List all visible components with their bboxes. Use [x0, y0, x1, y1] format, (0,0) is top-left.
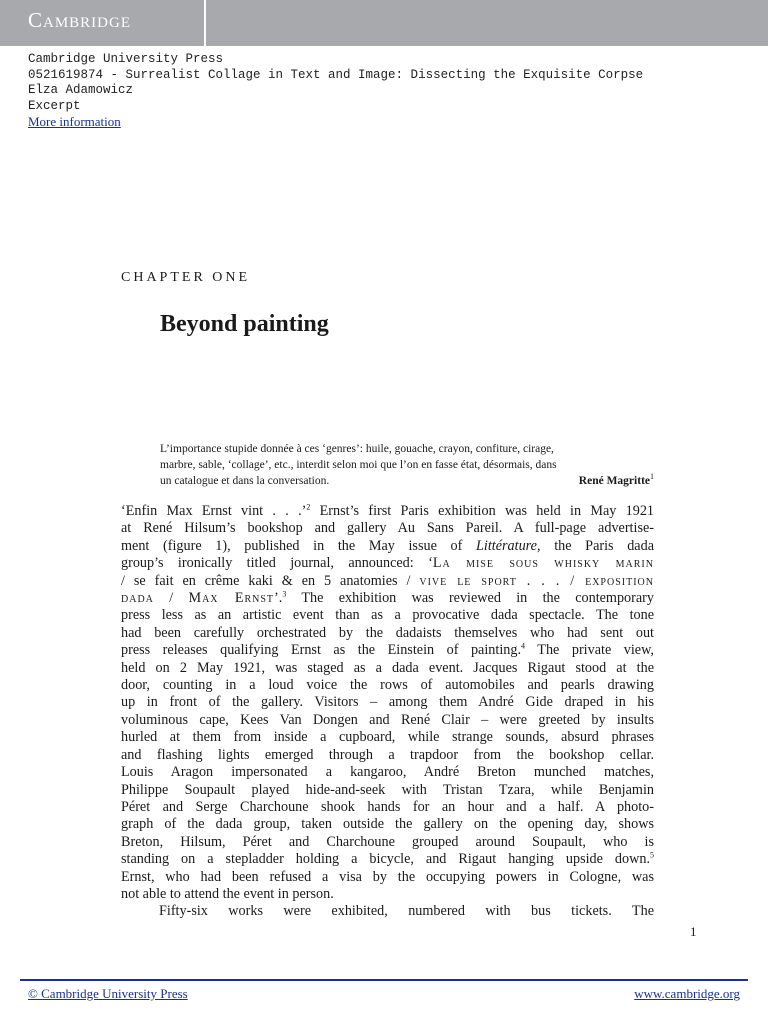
text-run: hurled at them from inside a cupboard, while strange sounds, absurd phrases	[121, 729, 654, 746]
text-run: Péret and Serge Charchoune shook hands for an hour and a half. A photo-	[121, 798, 654, 815]
chapter-label: CHAPTER ONE	[121, 270, 251, 285]
text-run: group’s ironically titled journal, announced: ‘	[121, 555, 433, 572]
attribution-name: René Magritte	[578, 475, 650, 487]
author-name: Elza Adamowicz	[28, 83, 134, 97]
footer-rule	[20, 979, 748, 981]
text-run: not able to attend the event in person.	[121, 885, 334, 902]
small-caps-text: dada	[121, 590, 154, 607]
footnote-marker: 4	[521, 641, 526, 651]
text-line	[121, 729, 654, 746]
text-run: and flashing lights emerged through a trapdoor from the bookshop cellar.	[121, 746, 654, 763]
text-line	[121, 834, 654, 851]
text-line	[121, 538, 654, 555]
text-line	[121, 660, 654, 677]
small-caps-text: La mise sous whisky marin	[432, 555, 654, 572]
epigraph	[160, 441, 654, 489]
text-line	[121, 851, 654, 868]
paragraph	[121, 503, 654, 903]
text-run: Philippe Soupault played hide-and-seek with Tristan Tzara, while Benjamin	[121, 781, 654, 798]
paragraph	[121, 903, 654, 920]
website-link[interactable]: www.cambridge.org	[634, 986, 740, 1001]
footnote-marker: 2	[306, 502, 311, 512]
text-line	[121, 607, 654, 624]
text-run: / se fait en crême kaki & en 5 anatomies /	[121, 572, 420, 589]
text-line	[121, 625, 654, 642]
excerpt-label: Excerpt	[28, 98, 81, 113]
text-run: The exhibition was reviewed in the contemporary	[286, 590, 654, 607]
chapter-body	[121, 503, 654, 921]
text-run: had been carefully orchestrated by the dadaists themselves who had sent out	[121, 624, 654, 641]
text-run: graph of the dada group, taken outside the gallery on the opening day, shows	[121, 816, 654, 833]
text-run: held on 2 May 1921, was staged as a dada event. Jacques Rigaut stood at the	[121, 659, 654, 676]
text-line	[121, 520, 654, 537]
text-line	[121, 503, 654, 520]
text-run: door, counting in a loud voice the rows of automobiles and pearls drawing	[121, 677, 654, 694]
epigraph-line: un catalogue et dans la conversation.	[160, 475, 330, 487]
more-information-link[interactable]: More information	[28, 114, 121, 129]
text-line: Fifty-six works were exhibited, numbered with bus tickets. The	[159, 903, 654, 920]
footnote-marker: 1	[650, 472, 654, 482]
footnote-marker: 3	[282, 589, 287, 599]
publisher-banner	[0, 0, 768, 46]
text-run: ment (figure 1), published in the May issue of	[121, 537, 477, 554]
text-run: standing on a stepladder holding a bicycle, and Rigaut hanging upside down.	[121, 851, 650, 868]
text-line	[121, 677, 654, 694]
text-run: at René Hilsum’s bookshop and gallery Au Sans Pareil. A full-page advertise-	[121, 520, 654, 537]
text-line	[121, 869, 654, 886]
publisher-name: Cambridge University Press	[28, 52, 224, 66]
text-run: Ernst, who had been refused a visa by the occupying powers in Cologne, was	[121, 868, 654, 885]
small-caps-text: vive le sport . . . / exposition	[419, 572, 654, 589]
isbn-title: 0521619874 - Surrealist Collage in Text and Image: Dissecting the Exquisite Corpse	[28, 67, 644, 82]
text-line	[121, 590, 654, 607]
text-run: The private view,	[525, 642, 654, 659]
text-run: press releases qualifying Ernst as the Einstein of painting.	[121, 642, 522, 659]
banner-divider	[204, 0, 206, 46]
epigraph-line: marbre, sable, ‘collage’, etc., interdit selon moi que l’on en fasse état, désormais, dans	[160, 459, 557, 471]
text-line	[121, 886, 654, 903]
cambridge-logo: Cambridge	[28, 8, 132, 32]
text-line	[121, 712, 654, 729]
epigraph-line: L’importance stupide donnée à ces ‘genres’: huile, gouache, crayon, confiture, cirage,	[160, 443, 554, 455]
text-line	[121, 799, 654, 816]
small-caps-text: Max Ernst	[188, 590, 275, 607]
text-run: Breton, Hilsum, Péret and Charchoune grouped around Soupault, who is	[121, 833, 654, 850]
text-line	[121, 555, 654, 572]
book-metadata	[28, 52, 643, 130]
text-run: Ernst’s first Paris exhibition was held in May 1921	[310, 503, 655, 519]
page-number: 1	[690, 924, 697, 939]
chapter-title: Beyond painting	[160, 311, 329, 337]
text-run: press less as an artistic event than as a provocative dada spectacle. The tone	[121, 607, 654, 624]
text-run: up in front of the gallery. Visitors – among them André Gide draped in his	[121, 694, 654, 711]
journal-title: Littérature	[476, 537, 537, 554]
text-line	[121, 782, 654, 799]
footnote-marker: 5	[650, 850, 654, 860]
copyright-link[interactable]: © Cambridge University Press	[28, 986, 188, 1001]
text-run: ‘Enfin Max Ernst vint . . .’	[121, 503, 307, 519]
text-line	[121, 816, 654, 833]
text-line	[121, 694, 654, 711]
text-line	[121, 642, 654, 659]
text-line	[121, 747, 654, 764]
text-line	[121, 764, 654, 781]
text-line	[121, 573, 654, 590]
text-run: voluminous cape, Kees Van Dongen and René Clair – were greeted by insults	[121, 711, 654, 728]
text-run: ’.	[274, 590, 283, 607]
text-run: Louis Aragon impersonated a kangaroo, André Breton munched matches,	[121, 764, 654, 781]
text-run: /	[153, 590, 189, 607]
text-run: , the Paris dada	[536, 537, 654, 554]
